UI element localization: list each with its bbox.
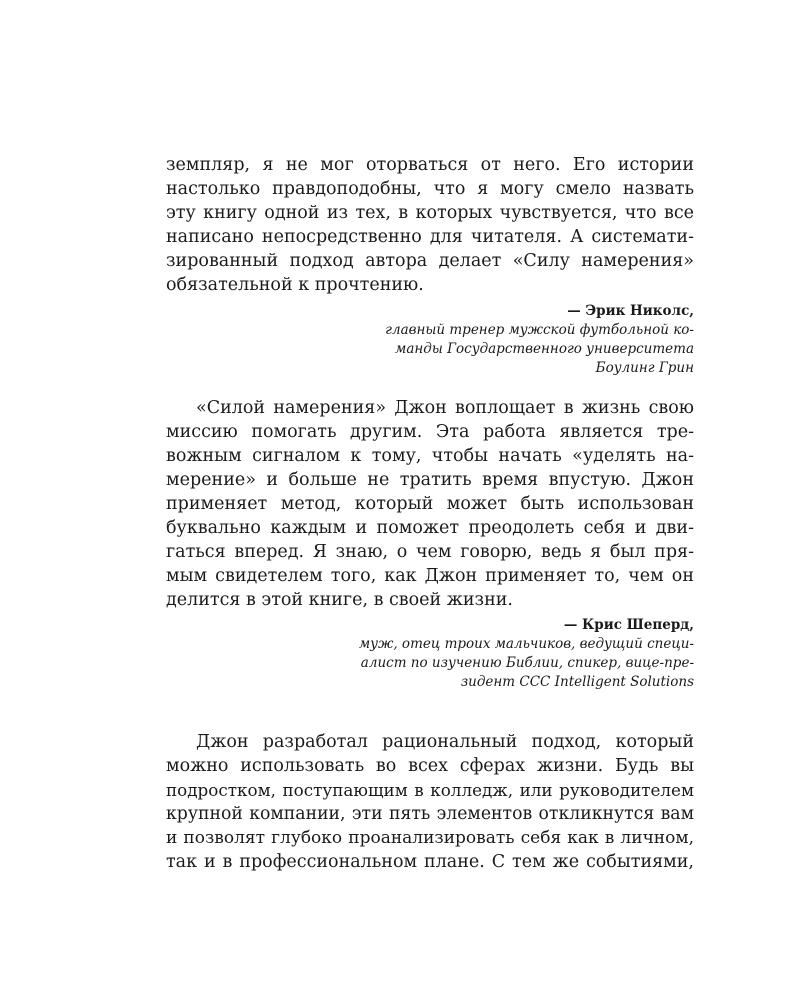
paragraph-1-line: обязательной к прочтению. xyxy=(166,275,424,295)
paragraph-1-line: земпляр, я не мог оторваться от него. Его истории xyxy=(166,155,694,175)
paragraph-2-line: делится в этой книге, в своей жизни. xyxy=(166,590,513,610)
attribution-1-role-line: Боулинг Грин xyxy=(595,360,694,376)
paragraph-3-line: и позволят глубоко проанализировать себя как в личном, xyxy=(166,828,694,848)
paragraph-2-line: вожным сигналом к тому, чтобы начать «уделять на- xyxy=(166,446,694,466)
paragraph-3-line: крупной компании, эти пять элементов откликнутся вам xyxy=(166,804,694,824)
paragraph-3-line: так и в профессиональном плане. С тем же событиями, xyxy=(166,852,694,872)
paragraph-3-line: подростком, поступающим в колледж, или руководителем xyxy=(166,780,694,800)
attribution-2-role-line: муж, отец троих мальчиков, ведущий специ- xyxy=(358,636,694,652)
paragraph-2-line: гаться вперед. Я знаю, о чем говорю, ведь я был пря- xyxy=(166,542,694,562)
paragraph-2-line: «Силой намерения» Джон воплощает в жизнь свою xyxy=(196,398,694,418)
paragraph-3-line: Джон разработал рациональный подход, который xyxy=(196,732,694,752)
attribution-2-name: — Крис Шеперд, xyxy=(563,617,694,633)
paragraph-1-line: написано непосредственно для читателя. А системати- xyxy=(166,227,694,247)
attribution-1-role-line: манды Государственного университета xyxy=(395,341,694,357)
paragraph-2-line: миссию помогать другим. Эта работа является тре- xyxy=(166,422,694,442)
attribution-1-role-line: главный тренер мужской футбольной ко- xyxy=(385,322,694,338)
paragraph-3-line: можно использовать во всех сферах жизни. Будь вы xyxy=(166,756,694,776)
paragraph-2-line: мым свидетелем того, как Джон применяет то, чем он xyxy=(166,566,694,586)
paragraph-2-line: буквально каждым и поможет преодолеть себя и дви- xyxy=(166,518,694,538)
attribution-1-name: — Эрик Николс, xyxy=(567,303,694,319)
paragraph-1-line: настолько правдоподобны, что я могу смело назвать xyxy=(166,179,694,199)
attribution-2-role-line: зидент CCC Intelligent Solutions xyxy=(460,674,694,690)
paragraph-2-line: применяет метод, который может быть использован xyxy=(166,494,694,514)
paragraph-2-line: мерение» и больше не тратить время впустую. Джон xyxy=(166,470,694,490)
paragraph-1-line: зированный подход автора делает «Силу намерения» xyxy=(166,251,694,271)
paragraph-1-line: эту книгу одной из тех, в которых чувствуется, что все xyxy=(166,203,694,223)
attribution-2-role-line: алист по изучению Библии, спикер, вице-пре- xyxy=(360,655,694,671)
